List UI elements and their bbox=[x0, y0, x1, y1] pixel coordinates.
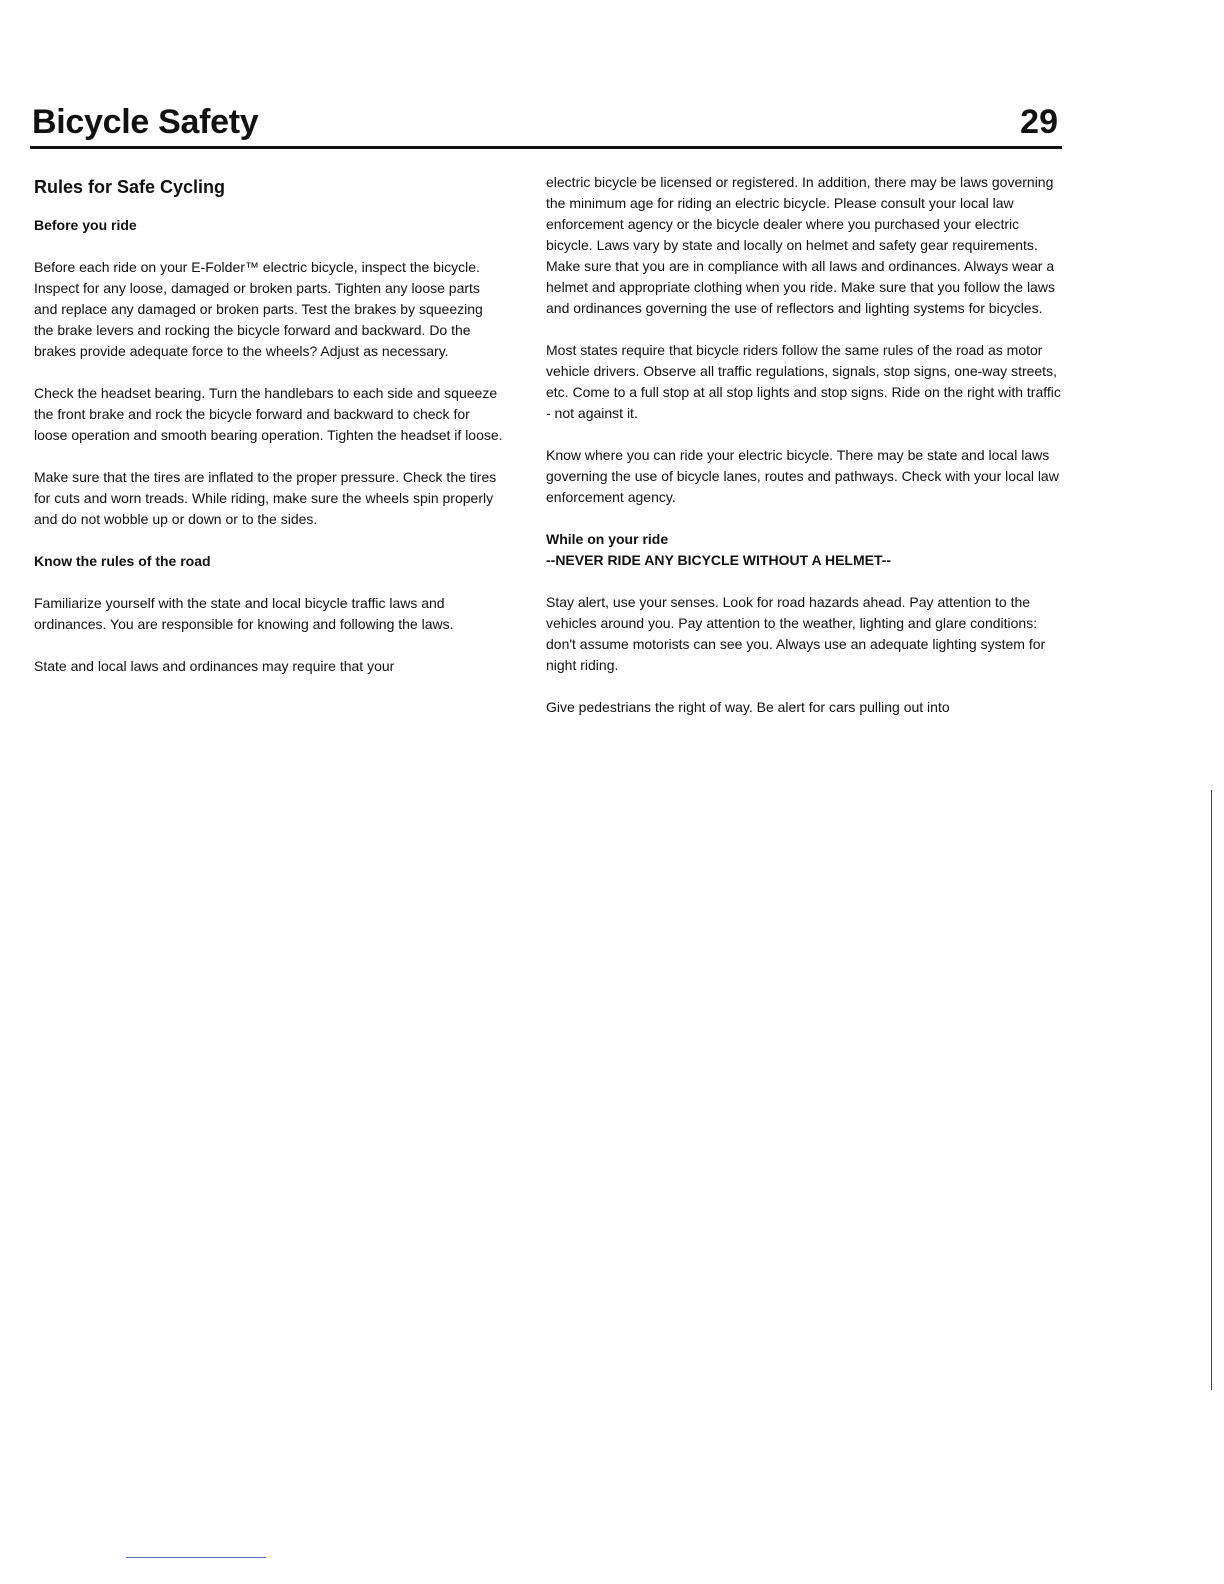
footnote-rule bbox=[126, 1557, 266, 1558]
paragraph-state-local-laws: State and local laws and ordinances may require that your bbox=[34, 658, 395, 674]
page-title: Bicycle Safety bbox=[32, 103, 259, 141]
paragraph-inspect-bicycle: Before each ride on your E-Folder™ electric bicycle, inspect the bicycle. Inspect for any loose, damaged or broken parts. Tighten any loose parts and replace any damaged or broken parts. Test the brakes by squeezing the brake levers and rocking the bicycle forward and backward. Do the brakes provide adequate force to the wheels? Adjust as necessary. bbox=[34, 259, 483, 359]
paragraph-tire-pressure: Make sure that the tires are inflated to the proper pressure. Check the tires for cuts and worn treads. While riding, make sure the wheels spin properly and do not wobble up or down or to the sides. bbox=[34, 469, 497, 527]
subhead-rules-of-road: Know the rules of the road bbox=[34, 553, 211, 569]
subhead-before-you-ride: Before you ride bbox=[34, 217, 137, 233]
paragraph-stay-alert: Stay alert, use your senses. Look for road hazards ahead. Pay attention to the vehicles around you. Pay attention to the weather, lighting and glare conditions: don't assume motorists can see you. Always use an adequate lighting system for night riding. bbox=[546, 594, 1046, 673]
paragraph-rules-of-road: Most states require that bicycle riders follow the same rules of the road as motor vehicle drivers. Observe all traffic regulations, signals, stop signs, one-way streets, etc. Come to a full stop at all stop lights and stop signs. Ride on the right with traffic - not against it. bbox=[546, 342, 1061, 421]
page-header bbox=[32, 100, 1062, 144]
scan-edge-line bbox=[1211, 790, 1212, 1390]
paragraph-pedestrians: Give pedestrians the right of way. Be alert for cars pulling out into bbox=[546, 699, 950, 715]
warning-block bbox=[546, 529, 1066, 571]
subhead-while-on-ride: While on your ride bbox=[546, 531, 669, 547]
paragraph-headset-bearing: Check the headset bearing. Turn the handlebars to each side and squeeze the front brake and rock the bicycle forward and backward to check for loose operation and smooth bearing operation. Tighten the headset if loose. bbox=[34, 385, 503, 443]
section-title: Rules for Safe Cycling bbox=[34, 177, 226, 197]
left-column bbox=[34, 172, 504, 698]
helmet-warning: --NEVER RIDE ANY BICYCLE WITHOUT A HELMET-- bbox=[546, 552, 892, 568]
paragraph-traffic-laws: Familiarize yourself with the state and local bicycle traffic laws and ordinances. You are responsible for knowing and following the laws. bbox=[34, 595, 454, 632]
right-column bbox=[546, 172, 1066, 739]
paragraph-where-to-ride: Know where you can ride your electric bicycle. There may be state and local laws governing the use of bicycle lanes, routes and pathways. Check with your local law enforcement agency. bbox=[546, 447, 1059, 505]
header-divider bbox=[30, 146, 1062, 149]
page-number: 29 bbox=[1020, 103, 1058, 141]
paragraph-licensing: electric bicycle be licensed or registered. In addition, there may be laws governing the minimum age for riding an electric bicycle. Please consult your local law enforcement agency or the bicycle dealer where you purchased your electric bicycle. Laws vary by state and locally on helmet and safety gear requirements. Make sure that you are in compliance with all laws and ordinances. Always wear a helmet and appropriate clothing when you ride. Make sure that you follow the laws and ordinances governing the use of reflectors and lighting systems for bicycles. bbox=[546, 174, 1055, 316]
